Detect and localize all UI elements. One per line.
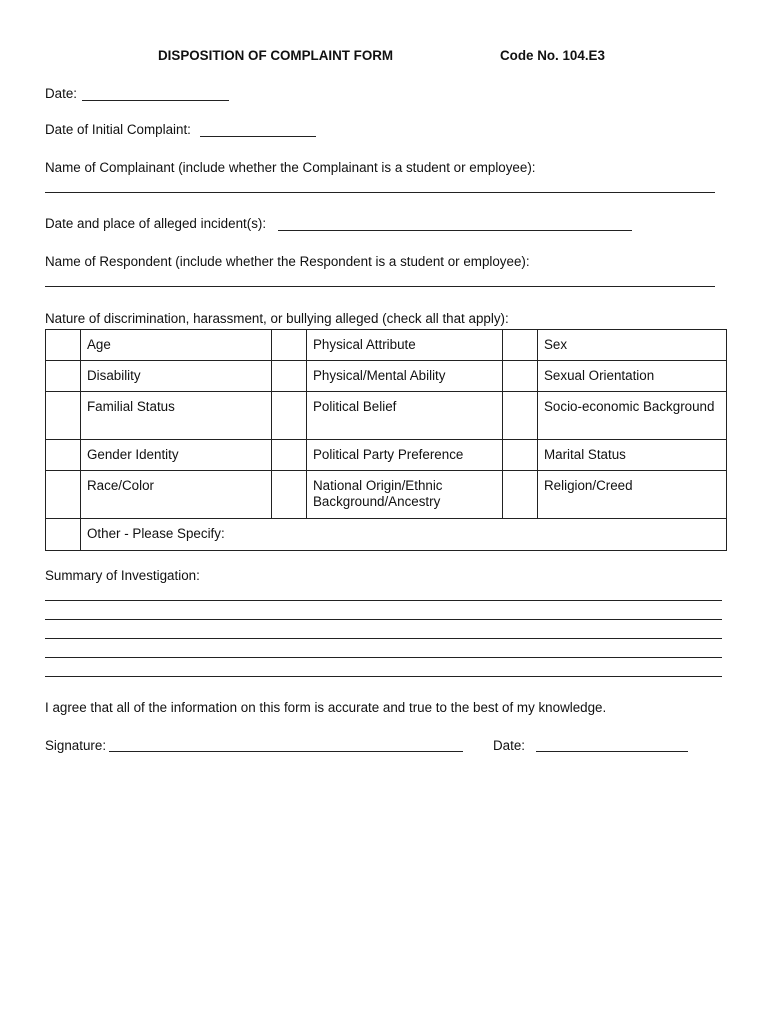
respondent-label: Name of Respondent (include whether the Respondent is a student or employee): [45,254,530,269]
initial-complaint-field[interactable] [200,136,316,137]
initial-complaint-label: Date of Initial Complaint: [45,122,191,137]
category-cell: Sex [538,330,727,361]
signature-date-field[interactable] [536,751,688,752]
category-cell: National Origin/Ethnic Background/Ancestry [307,471,503,519]
nature-label: Nature of discrimination, harassment, or bullying alleged (check all that apply): [45,311,509,326]
checkbox-sex[interactable] [503,330,538,361]
checkbox-disability[interactable] [46,361,81,392]
table-row [46,361,727,392]
table-row [46,392,727,440]
summary-line[interactable] [45,657,722,658]
category-cell: Familial Status [81,392,272,440]
checkbox-marital-status[interactable] [503,440,538,471]
summary-label: Summary of Investigation: [45,568,200,583]
category-cell: Physical Attribute [307,330,503,361]
category-cell: Political Party Preference [307,440,503,471]
checkbox-age[interactable] [46,330,81,361]
checkbox-familial-status[interactable] [46,392,81,440]
summary-line[interactable] [45,600,722,601]
checkbox-socio-economic[interactable] [503,392,538,440]
category-cell: Physical/Mental Ability [307,361,503,392]
category-cell: Gender Identity [81,440,272,471]
signature-label: Signature: [45,738,107,753]
table-row [46,330,727,361]
category-cell: Age [81,330,272,361]
category-cell: Marital Status [538,440,727,471]
checkbox-political-party[interactable] [272,440,307,471]
category-cell: Disability [81,361,272,392]
complainant-label: Name of Complainant (include whether the Complainant is a student or employee): [45,160,536,175]
checkbox-race-color[interactable] [46,471,81,519]
checkbox-other[interactable] [46,519,81,551]
category-cell: Socio-economic Background [538,392,727,440]
form-code: Code No. 104.E3 [500,48,605,63]
other-specify-cell[interactable]: Other - Please Specify: [81,519,727,551]
signature-date-label: Date: [493,738,526,753]
date-field[interactable] [82,100,229,101]
checkbox-physical-mental-ability[interactable] [272,361,307,392]
agreement-statement: I agree that all of the information on this form is accurate and true to the best of my knowledge. [45,700,607,715]
category-cell: Sexual Orientation [538,361,727,392]
incident-field[interactable] [278,230,632,231]
table-row [46,440,727,471]
category-cell: Political Belief [307,392,503,440]
table-row [46,471,727,519]
respondent-field[interactable] [45,286,715,287]
checkbox-national-origin[interactable] [272,471,307,519]
form-title: DISPOSITION OF COMPLAINT FORM [158,48,394,63]
signature-field[interactable] [109,751,463,752]
categories-table [45,329,727,551]
checkbox-religion-creed[interactable] [503,471,538,519]
checkbox-gender-identity[interactable] [46,440,81,471]
summary-line[interactable] [45,676,722,677]
summary-line[interactable] [45,619,722,620]
checkbox-political-belief[interactable] [272,392,307,440]
category-cell: Race/Color [81,471,272,519]
complainant-field[interactable] [45,192,715,193]
table-row [46,519,727,551]
date-label: Date: [45,86,78,101]
summary-line[interactable] [45,638,722,639]
checkbox-physical-attribute[interactable] [272,330,307,361]
category-cell: Religion/Creed [538,471,727,519]
incident-label: Date and place of alleged incident(s): [45,216,267,231]
checkbox-sexual-orientation[interactable] [503,361,538,392]
